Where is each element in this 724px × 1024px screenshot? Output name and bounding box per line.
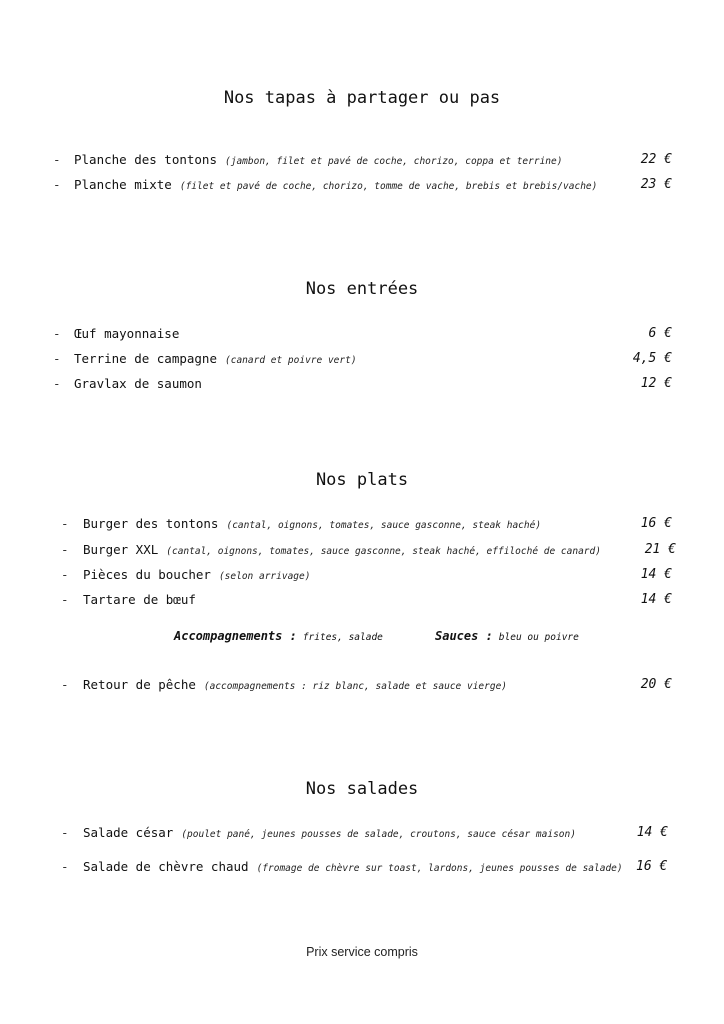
footer-note: Prix service compris (306, 945, 418, 959)
item-price: 6 € (648, 326, 672, 341)
item-description: (cantal, oignons, tomates, sauce gasconne, steak haché) (226, 520, 542, 531)
menu-item-salade-de-chevre-chaud (0, 857, 724, 877)
item-name: Burger XXL (cantal, oignons, tomates, sauce gasconne, steak haché, effiloché de canard) (83, 542, 601, 557)
item-bullet: - (61, 825, 69, 840)
item-bullet: - (61, 567, 69, 582)
item-name: Salade césar (poulet pané, jeunes pousses de salade, croutons, sauce césar maison) (83, 825, 576, 840)
item-description: (fromage de chèvre sur toast, lardons, jeunes pousses de salade) (256, 863, 623, 874)
section-title-tapas: Nos tapas à partager ou pas (223, 88, 501, 108)
item-price: 14 € (640, 567, 672, 582)
item-price: 14 € (636, 825, 668, 840)
item-description: (canard et poivre vert) (225, 355, 357, 366)
item-name: Terrine de campagne (canard et poivre vert) (74, 351, 357, 366)
item-bullet: - (53, 376, 61, 391)
accompagnements-label: Accompagnements : (174, 629, 297, 643)
sauces-value: bleu ou poivre (498, 632, 579, 643)
item-description: (jambon, filet et pavé de coche, chorizo, coppa et terrine) (225, 156, 563, 167)
menu-item-planche-des-tontons (0, 150, 724, 170)
menu-item-burger-xxl (0, 540, 724, 560)
item-bullet: - (53, 152, 61, 167)
item-price: 21 € (644, 542, 676, 557)
accompagnements-line (174, 625, 383, 645)
item-bullet: - (53, 326, 61, 341)
item-price: 16 € (636, 859, 668, 874)
item-name: Tartare de bœuf (83, 592, 196, 607)
menu-item-pieces-du-boucher (0, 565, 724, 585)
item-bullet: - (61, 859, 69, 874)
item-bullet: - (53, 351, 61, 366)
item-description: (accompagnements : riz blanc, salade et sauce vierge) (203, 681, 508, 692)
item-price: 22 € (640, 152, 672, 167)
menu-item-tartare-de-boeuf (0, 590, 724, 610)
item-bullet: - (53, 177, 61, 192)
item-price: 4,5 € (632, 351, 672, 366)
accompagnements-value: frites, salade (302, 632, 383, 643)
item-price: 23 € (640, 177, 672, 192)
item-name: Retour de pêche (accompagnements : riz blanc, salade et sauce vierge) (83, 677, 508, 692)
menu-item-planche-mixte (0, 175, 724, 195)
menu-item-terrine-de-campagne (0, 349, 724, 369)
sauces-label: Sauces : (435, 629, 493, 643)
menu-item-oeuf-mayonnaise (0, 324, 724, 344)
item-bullet: - (61, 677, 69, 692)
item-price: 14 € (640, 592, 672, 607)
item-name: Gravlax de saumon (74, 376, 202, 391)
item-bullet: - (61, 592, 69, 607)
item-bullet: - (61, 542, 69, 557)
item-name: Salade de chèvre chaud (fromage de chèvre sur toast, lardons, jeunes pousses de salade) (83, 859, 623, 874)
section-title-plats: Nos plats (315, 470, 409, 490)
section-title-entrees: Nos entrées (305, 279, 419, 299)
menu-item-burger-des-tontons (0, 514, 724, 534)
item-price: 16 € (640, 516, 672, 531)
item-price: 20 € (640, 677, 672, 692)
item-name: Planche mixte (filet et pavé de coche, chorizo, tomme de vache, brebis et brebis/vache) (74, 177, 598, 192)
item-description: (selon arrivage) (218, 571, 311, 582)
item-description: (cantal, oignons, tomates, sauce gasconne, steak haché, effiloché de canard) (166, 546, 601, 557)
item-name: Œuf mayonnaise (74, 326, 180, 341)
section-title-salades: Nos salades (305, 779, 419, 799)
item-name: Burger des tontons (cantal, oignons, tomates, sauce gasconne, steak haché) (83, 516, 542, 531)
sauces-line (435, 625, 579, 645)
item-description: (filet et pavé de coche, chorizo, tomme de vache, brebis et brebis/vache) (179, 181, 598, 192)
menu-item-salade-cesar (0, 823, 724, 843)
item-price: 12 € (640, 376, 672, 391)
item-bullet: - (61, 516, 69, 531)
menu-item-gravlax-de-saumon (0, 374, 724, 394)
item-description: (poulet pané, jeunes pousses de salade, croutons, sauce césar maison) (181, 829, 576, 840)
menu-item-retour-de-peche (0, 675, 724, 695)
item-name: Planche des tontons (jambon, filet et pavé de coche, chorizo, coppa et terrine) (74, 152, 563, 167)
item-name: Pièces du boucher (selon arrivage) (83, 567, 311, 582)
